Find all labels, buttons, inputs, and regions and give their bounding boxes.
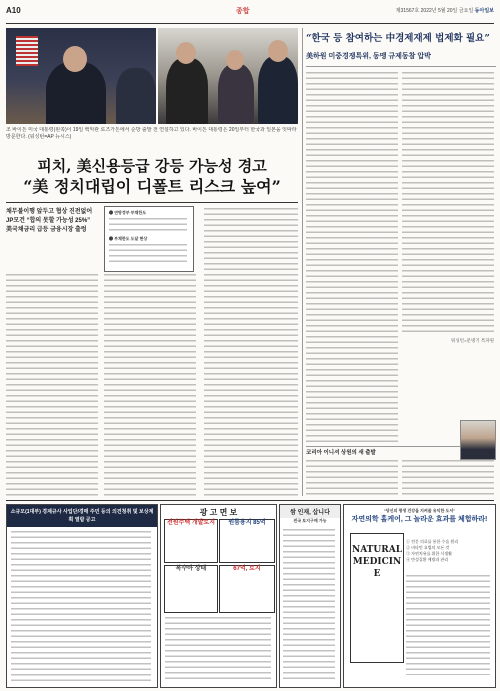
section-label: 종합 <box>236 8 250 15</box>
article-body-col2 <box>104 274 196 496</box>
classified-title: 광 고 면 보 <box>199 508 238 517</box>
headline-rule <box>6 202 298 203</box>
main-photo-left <box>6 28 156 124</box>
article-body-col1 <box>6 274 98 496</box>
page-header <box>6 3 494 24</box>
main-photo-right <box>158 28 298 124</box>
public-notice-ad: 소규모(1대부) 경제규사 사업단/경매 주민 등의 의견청취 및 보상계획 열람 공고 <box>6 504 158 688</box>
jobs-ad: 쌈 인재, 삽니다 전국 토지구매 가능 <box>279 504 341 688</box>
article-body-col3 <box>204 208 298 496</box>
right-article-col2 <box>402 72 494 334</box>
book-cover: NATURAL MEDICINE <box>350 533 404 663</box>
column-divider <box>302 28 303 496</box>
right-headline-1: “한국 등 참여하는 中경제재제 법제화 필요” <box>306 33 490 44</box>
main-headline-line2: “美 정치대립이 디폴트 리스크 높여” <box>23 177 281 196</box>
column-body-col2 <box>402 460 494 496</box>
column-body-col1 <box>306 460 398 496</box>
right-byline: 워싱턴=문병기 특파원 <box>450 338 494 343</box>
deck: 채무불이행 앞두고 협상 진전없어 JP모건 “합의 못할 가능성 25%” 美국채금리 급등 금융시장 출렁 <box>6 209 93 233</box>
book-ad: “당신의 평생 건강을 지켜줄 유익한 도서” 자연의학 홀케어, 그 놀라운 효과를 체험하라! NATURAL MEDICINE ① 전문 의료를 통한 수술 원리 ② 비타민 요법의 모든 것 ③ 자연치유를 위한 식생활 ④ 만성질환 예방과 관리 <box>343 504 496 688</box>
classified-ads: 광 고 면 보 전원주택 개발토지 원룸용지 85억 복수아 상태 67억, 토지 <box>160 504 277 688</box>
issue-meta: 제31567호 2022년 5월 20일 금요일 동아일보 <box>395 8 494 14</box>
right-headline-2: 美하원 미중경쟁특위, 동맹 규제동참 압박 <box>306 53 431 60</box>
column-title: 코리아 이니셔 상원의 새 출발 <box>306 450 376 456</box>
columnist-portrait <box>460 420 496 460</box>
right-article-col1 <box>306 72 398 442</box>
newspaper-logo: 동아일보 <box>474 8 494 14</box>
main-headline-line1: 피치, 美신용등급 강등 가능성 경고 <box>37 157 267 175</box>
photo-caption: 조 바이든 미국 대통령(왼쪽)이 19일 백악관 로즈가든에서 순방 출발 전 연설하고 있다. 바이든 대통령은 20일부터 한국과 일본을 잇따라 방문한다. (워싱턴=AP 뉴시스) <box>6 127 297 140</box>
ad-section-rule <box>6 500 494 501</box>
explainer-box: ❶ 연방정부 부채한도 ❷ 부채한도 도달 현상 <box>104 206 194 272</box>
page-number: A10 <box>6 6 21 15</box>
